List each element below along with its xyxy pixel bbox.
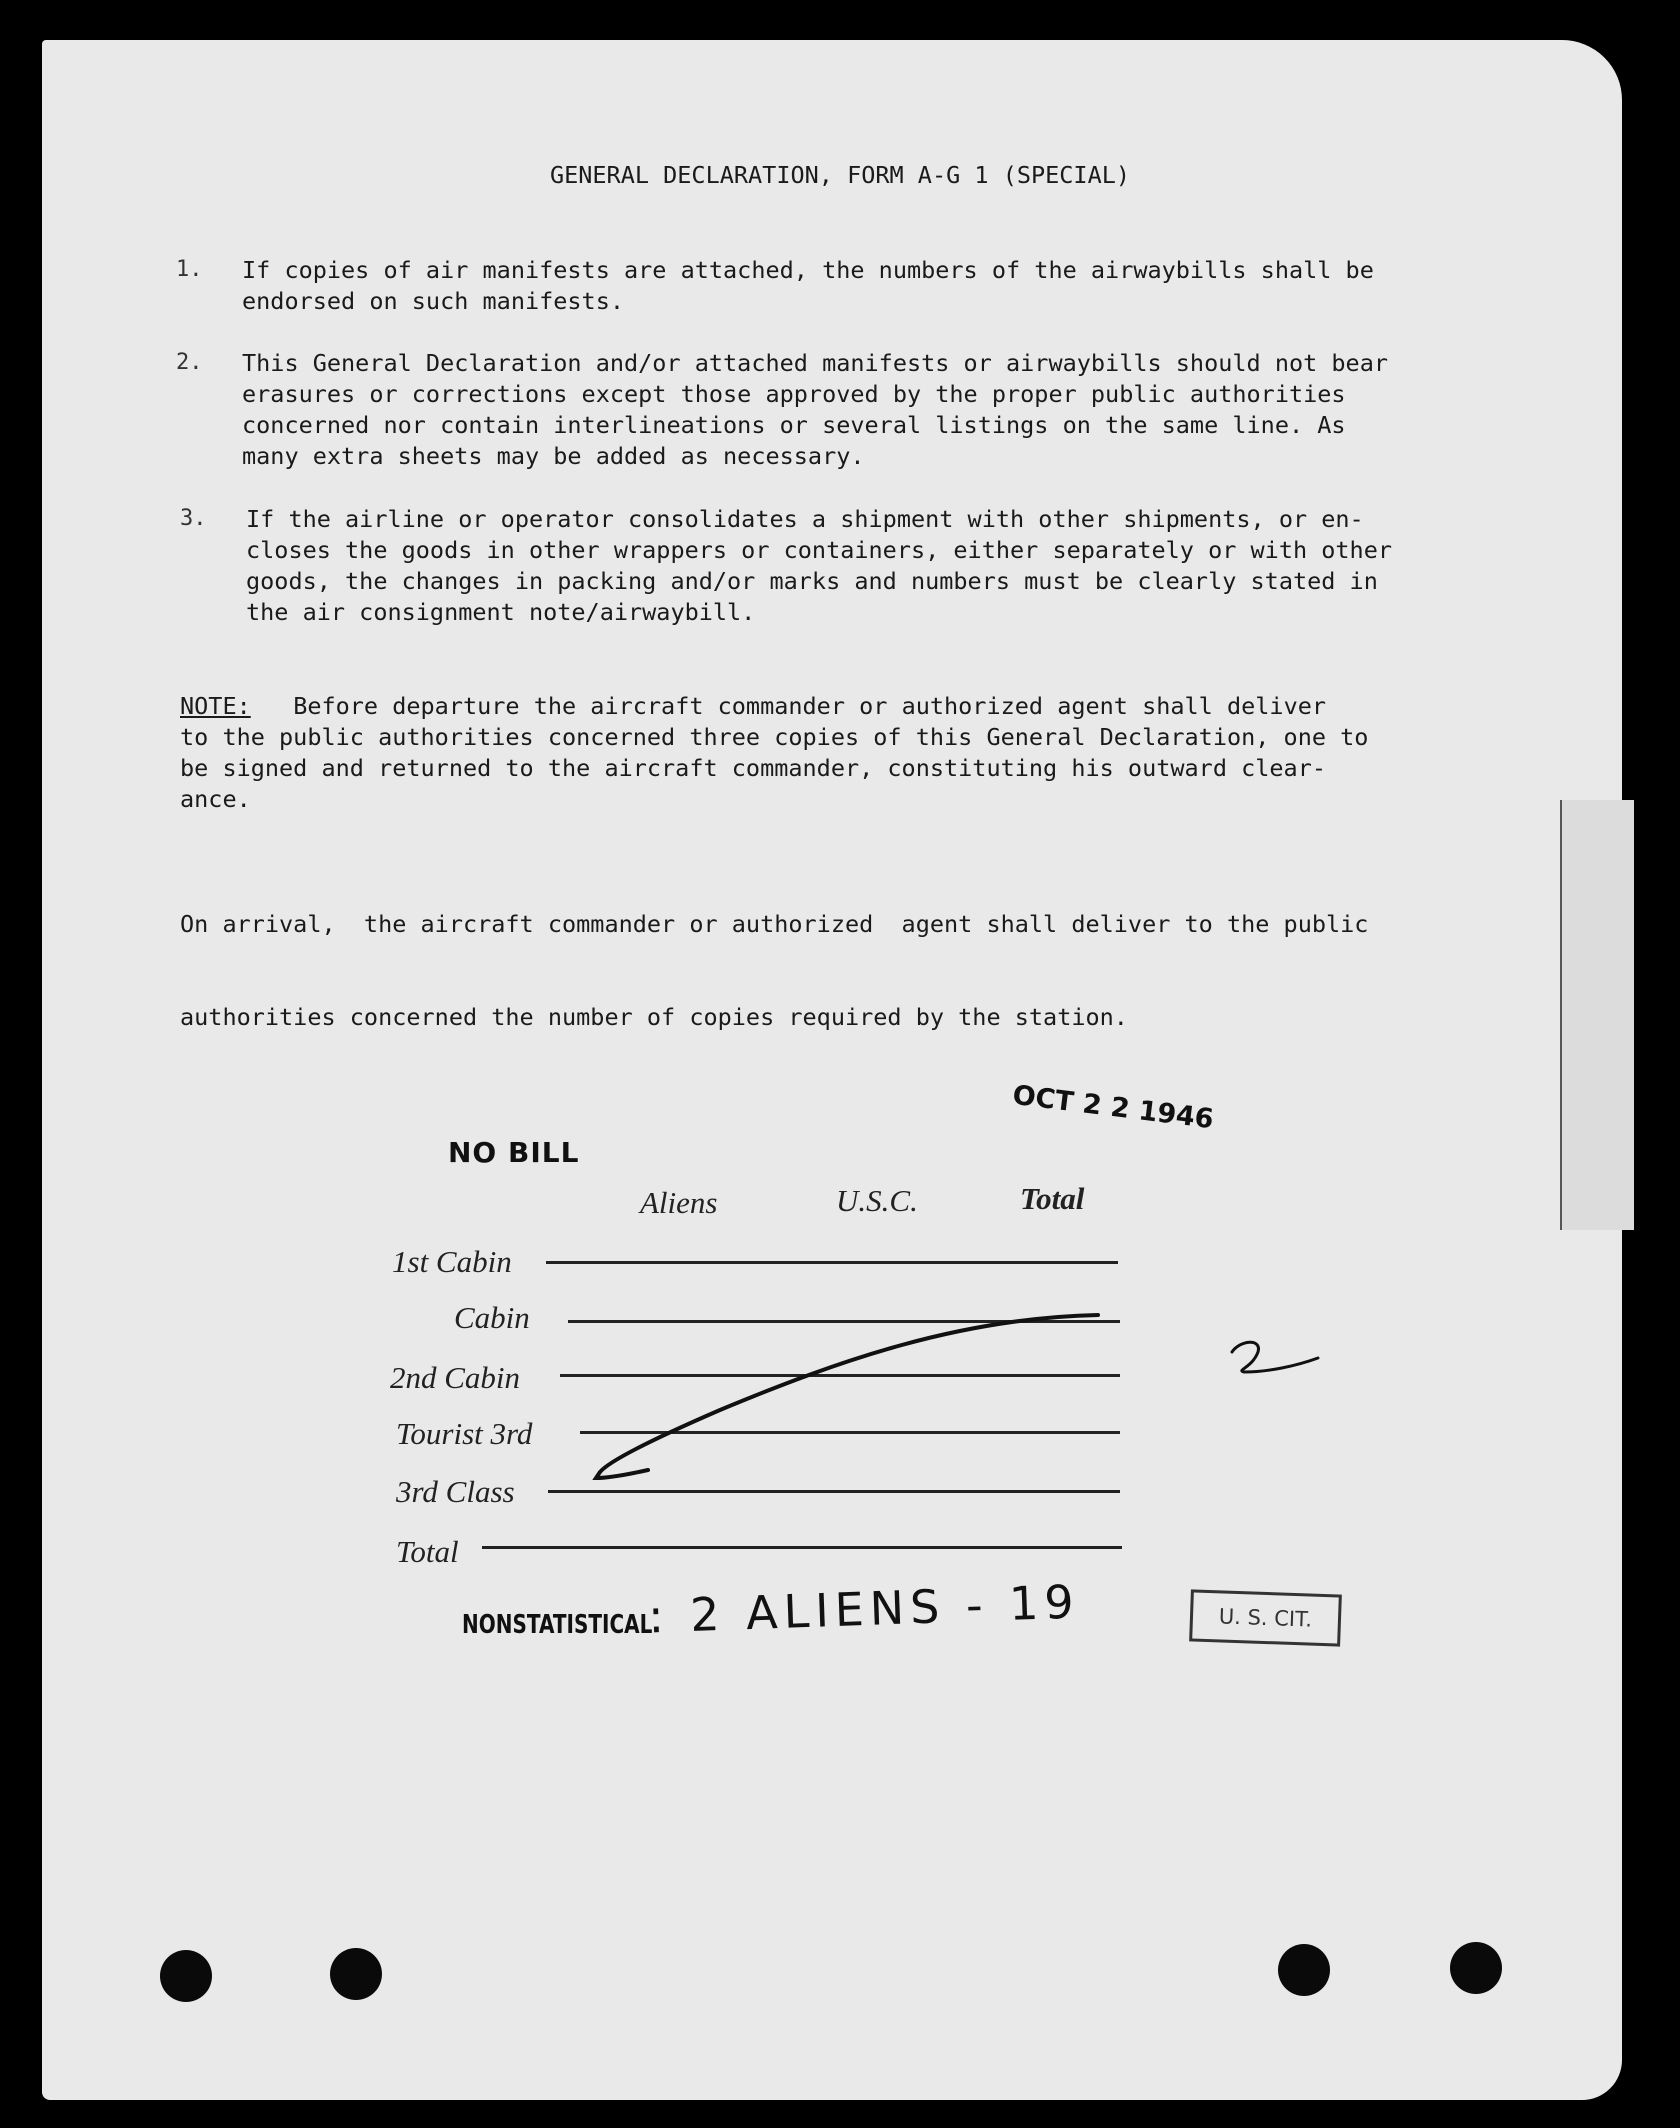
no-bill-stamp: NO BILL xyxy=(448,1136,580,1169)
arrival-line: authorities concerned the number of copies required by the station. xyxy=(180,1003,1128,1031)
punch-hole xyxy=(1450,1942,1502,1994)
note-line: be signed and returned to the aircraft commander, constituting his outward clear- xyxy=(180,754,1327,782)
row-label-cabin: Cabin xyxy=(454,1300,530,1335)
margin-mark-stroke xyxy=(1232,1342,1318,1372)
item-line: erasures or corrections except those approved by the proper public authorities xyxy=(242,380,1346,408)
column-header-usc: U.S.C. xyxy=(836,1183,918,1218)
item-line: many extra sheets may be added as necessary. xyxy=(242,442,865,470)
note-label: NOTE: xyxy=(180,692,251,720)
arrival-line: On arrival, the aircraft commander or authorized agent shall deliver to the public xyxy=(180,910,1369,938)
punch-hole xyxy=(160,1950,212,2002)
note-line: to the public authorities concerned three copies of this General Declaration, one to xyxy=(180,723,1369,751)
row-label-tourist-third: Tourist 3rd xyxy=(396,1416,533,1451)
item-line: closes the goods in other wrappers or containers, either separately or with other xyxy=(246,536,1393,564)
item-number: 2. xyxy=(176,350,203,375)
item-number: 3. xyxy=(180,506,207,531)
item-line: concerned nor contain interlineations or several listings on the same line. As xyxy=(242,411,1346,439)
item-line: If the airline or operator consolidates a shipment with other shipments, or en- xyxy=(246,505,1364,533)
handwritten-aliens-note: : 2 ALIENS - 19 xyxy=(647,1574,1081,1644)
item-number: 1. xyxy=(176,257,203,282)
row-label-first-cabin: 1st Cabin xyxy=(392,1244,512,1279)
column-header-total: Total xyxy=(1020,1181,1085,1216)
us-citizen-stamp: U. S. CIT. xyxy=(1189,1589,1342,1646)
item-line: the air consignment note/airwaybill. xyxy=(246,598,756,626)
form-title: GENERAL DECLARATION, FORM A-G 1 (SPECIAL) xyxy=(549,161,1131,189)
row-label-second-cabin: 2nd Cabin xyxy=(390,1360,521,1395)
column-header-aliens: Aliens xyxy=(640,1185,718,1220)
item-line: goods, the changes in packing and/or marks and numbers must be clearly stated in xyxy=(246,567,1378,595)
date-stamp: OCT 2 2 1946 xyxy=(1010,1079,1216,1136)
note-line: ance. xyxy=(180,785,251,813)
row-label-total: Total xyxy=(396,1534,459,1569)
item-line: If copies of air manifests are attached, the numbers of the airwaybills shall be xyxy=(242,256,1374,284)
punch-hole xyxy=(330,1948,382,2000)
note-text: Before departure the aircraft commander or authorized agent shall deliver xyxy=(250,692,1327,720)
punch-hole xyxy=(1278,1944,1330,1996)
item-line: endorsed on such manifests. xyxy=(242,287,625,315)
pen-stroke xyxy=(596,1315,1098,1478)
item-line: This General Declaration and/or attached manifests or airwaybills should not bear xyxy=(242,349,1389,377)
nonstatistical-stamp: NONSTATISTICAL xyxy=(462,1608,653,1640)
row-label-third-class: 3rd Class xyxy=(396,1474,515,1509)
